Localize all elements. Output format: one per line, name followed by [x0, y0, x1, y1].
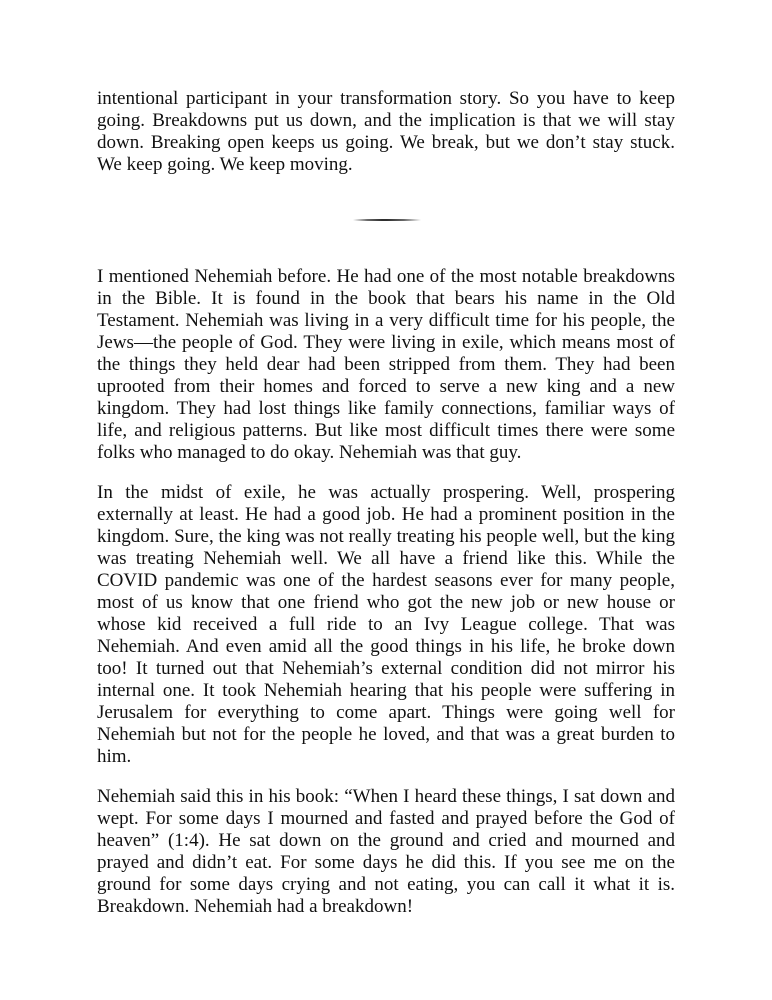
page-body: [97, 88, 675, 918]
section-break-swash-icon: [353, 218, 421, 222]
paragraph-continuation: intentional participant in your transformation story. So you have to keep going. Breakdowns put us down, and the implication is that we will stay down. Breaking open keeps us going. We break, but we don’t stay stuck. We keep going. We keep moving.: [97, 88, 675, 175]
paragraph-nehemiah-prospering: In the midst of exile, he was actually prospering. Well, prospering externally at least. He had a good job. He had a prominent position in the kingdom. Sure, the king was not really treating his people well, but the king was treating Nehemiah well. We all have a friend like this. While the COVID pandemic was one of the hardest seasons ever for many people, most of us know that one friend who got the new job or new house or whose kid received a full ride to an Ivy League college. That was Nehemiah. And even amid all the good things in his life, he broke down too! It turned out that Nehemiah’s external condition did not mirror his internal one. It took Nehemiah hearing that his people were suffering in Jerusalem for everything to come apart. Things were going well for Nehemiah but not for the people he loved, and that was a great burden to him.: [97, 482, 675, 767]
paragraph-nehemiah-breakdown: Nehemiah said this in his book: “When I heard these things, I sat down and wept. For some days I mourned and fasted and prayed before the God of heaven” (1:4). He sat down on the ground and cried and mourned and prayed and didn’t eat. For some days he did this. If you see me on the ground for some days crying and not eating, you can call it what it is. Breakdown. Nehemiah had a breakdown!: [97, 786, 675, 917]
paragraph-nehemiah-intro: I mentioned Nehemiah before. He had one of the most notable breakdowns in the Bible. It is found in the book that bears his name in the Old Testament. Nehemiah was living in a very difficult time for his people, the Jews—the people of God. They were living in exile, which means most of the things they held dear had been stripped from them. They had been uprooted from their homes and forced to serve a new king and a new kingdom. They had lost things like family connections, familiar ways of life, and religious patterns. But like most difficult times there were some folks who managed to do okay. Nehemiah was that guy.: [97, 266, 675, 463]
section-break: [97, 176, 675, 266]
